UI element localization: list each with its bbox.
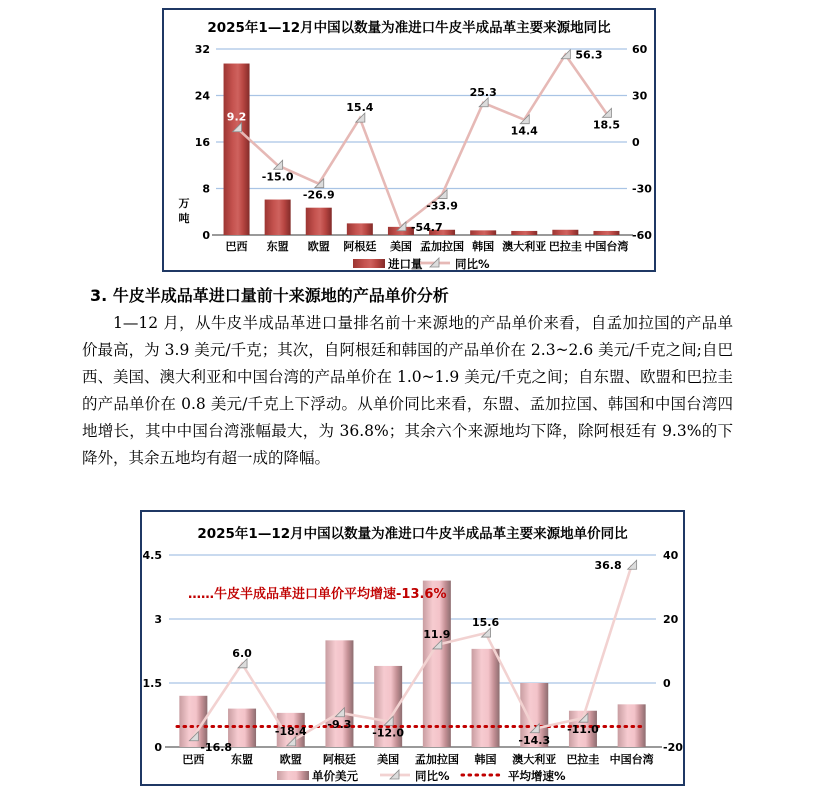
import-volume-chart-canvas (164, 10, 654, 270)
import-volume-chart (162, 8, 656, 272)
svg-text:韩国: 韩国 (472, 240, 495, 253)
svg-text:进口量: 进口量 (388, 257, 423, 270)
svg-text:-33.9: -33.9 (426, 199, 458, 213)
svg-text:3: 3 (154, 613, 162, 626)
svg-text:-16.8: -16.8 (200, 740, 233, 754)
svg-text:……牛皮半成品革进口单价平均增速-13.6%: ……牛皮半成品革进口单价平均增速-13.6% (188, 587, 447, 602)
svg-text:中国台湾: 中国台湾 (609, 753, 654, 766)
svg-text:巴西: 巴西 (182, 753, 205, 766)
svg-text:15.6: 15.6 (471, 616, 500, 630)
svg-text:18.5: 18.5 (592, 118, 621, 132)
svg-text:东盟: 东盟 (266, 240, 289, 253)
svg-text:阿根廷: 阿根廷 (322, 753, 356, 766)
svg-text:4.5: 4.5 (142, 549, 162, 562)
svg-text:32: 32 (194, 43, 210, 56)
svg-text:巴拉圭: 巴拉圭 (548, 240, 582, 253)
svg-text:同比%: 同比% (455, 257, 490, 270)
svg-text:20: 20 (663, 613, 679, 626)
svg-text:美国: 美国 (377, 753, 400, 766)
svg-text:孟加拉国: 孟加拉国 (414, 753, 459, 766)
svg-text:6.0: 6.0 (232, 646, 252, 660)
svg-text:25.3: 25.3 (469, 85, 497, 99)
svg-text:巴西: 巴西 (225, 240, 248, 253)
svg-text:9.2: 9.2 (226, 110, 247, 124)
svg-text:澳大利亚: 澳大利亚 (512, 753, 557, 766)
svg-text:1.5: 1.5 (142, 677, 162, 690)
svg-text:60: 60 (632, 43, 648, 56)
svg-text:-15.0: -15.0 (261, 170, 294, 184)
svg-text:-18.4: -18.4 (274, 724, 307, 738)
svg-text:万吨: 万吨 (178, 197, 190, 225)
svg-text:-30: -30 (632, 182, 652, 196)
unit-price-chart (140, 510, 685, 786)
svg-text:-26.9: -26.9 (302, 188, 335, 202)
unit-price-chart-canvas (142, 512, 683, 784)
svg-text:36.8: 36.8 (594, 559, 622, 573)
svg-text:56.3: 56.3 (575, 48, 603, 62)
svg-text:巴拉圭: 巴拉圭 (566, 753, 600, 766)
svg-text:澳大利亚: 澳大利亚 (502, 240, 547, 253)
svg-text:-11.0: -11.0 (567, 723, 599, 737)
svg-text:-20: -20 (663, 741, 683, 754)
svg-text:2025年1—12月中国以数量为准进口牛皮半成品革主要来源地: 2025年1—12月中国以数量为准进口牛皮半成品革主要来源地单价同比 (197, 526, 628, 542)
svg-text:美国: 美国 (389, 240, 412, 253)
svg-text:30: 30 (632, 89, 648, 103)
body-paragraph: 1—12 月，从牛皮半成品革进口量排名前十来源地的产品单价来看，自孟加拉国的产品单价最高，为 3.9 美元/千克；其次，自阿根廷和韩国的产品单价在 2.3~2.6 美元/千克之间;自巴西、美国、澳大利亚和中国台湾的产品单价在 1.0~1.9 美元/千克之间；自东盟、欧盟和巴拉圭的产品单价在 0.8 美元/千克上下浮动。从单价同比来看，东盟、孟加拉国、韩国和中国台湾四地增长，其中中国台湾涨幅最大，为 36.8%；其余六个来源地均下降，除阿根廷有 9.3%的下降外，其余五地均有超一成的降幅。 (82, 314, 733, 467)
svg-text:40: 40 (663, 549, 679, 562)
section-heading: 3. 牛皮半成品革进口量前十来源地的产品单价分析 (90, 286, 449, 305)
svg-text:-54.7: -54.7 (410, 220, 443, 234)
svg-text:-12.0: -12.0 (372, 726, 405, 740)
svg-text:韩国: 韩国 (474, 753, 497, 766)
svg-text:平均增速%: 平均增速% (508, 769, 566, 783)
svg-text:0: 0 (632, 136, 640, 149)
svg-text:-9.3: -9.3 (327, 717, 352, 731)
svg-text:同比%: 同比% (415, 769, 450, 783)
svg-text:0: 0 (202, 229, 210, 242)
svg-text:-14.3: -14.3 (518, 733, 551, 747)
svg-text:0: 0 (154, 741, 162, 754)
svg-text:2025年1—12月中国以数量为准进口牛皮半成品革主要来源地: 2025年1—12月中国以数量为准进口牛皮半成品革主要来源地同比 (207, 20, 611, 36)
svg-text:15.4: 15.4 (346, 101, 374, 115)
svg-text:东盟: 东盟 (231, 753, 254, 766)
svg-text:0: 0 (663, 677, 671, 690)
svg-text:11.9: 11.9 (423, 627, 451, 641)
svg-text:单价美元: 单价美元 (312, 769, 358, 783)
svg-text:欧盟: 欧盟 (279, 753, 302, 766)
svg-text:阿根廷: 阿根廷 (343, 240, 377, 253)
svg-text:8: 8 (202, 182, 210, 196)
svg-text:中国台湾: 中国台湾 (584, 240, 629, 253)
svg-text:-60: -60 (632, 229, 652, 242)
svg-text:14.4: 14.4 (510, 124, 538, 138)
svg-text:16: 16 (194, 136, 210, 149)
svg-text:孟加拉国: 孟加拉国 (420, 240, 465, 253)
svg-text:欧盟: 欧盟 (307, 240, 330, 253)
svg-text:24: 24 (194, 89, 210, 103)
